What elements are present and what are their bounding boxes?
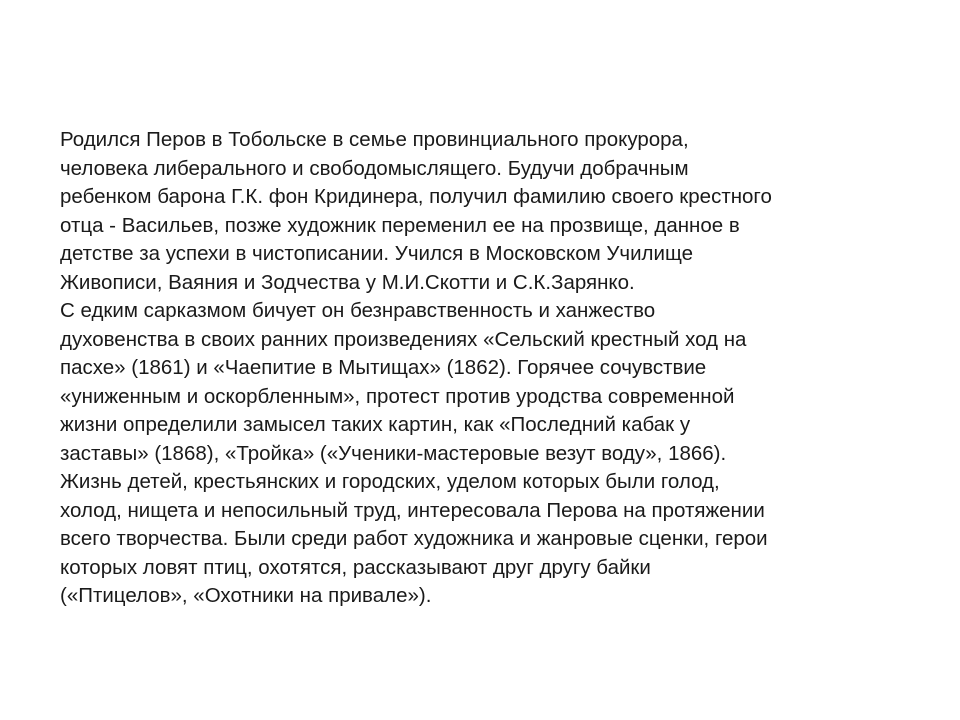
text-line: заставы» (1868), «Тройка» («Ученики-мастеровые везут воду», 1866). <box>60 441 727 465</box>
text-line: Родился Перов в Тобольске в семье провинциального прокурора, <box>60 128 689 151</box>
text-line: которых ловят птиц, охотятся, рассказывают друг другу байки <box>60 555 651 579</box>
text-line: пасхе» (1861) и «Чаепитие в Мытищах» (1862). Горячее сочувствие <box>60 356 707 379</box>
text-line: Жизнь детей, крестьянских и городских, уделом которых были голод, <box>60 470 720 493</box>
text-line: жизни определили замысел таких картин, как «Последний кабак у <box>60 413 691 436</box>
text-line: человека либерального и свободомыслящего. Будучи добрачным <box>60 156 689 180</box>
body-text <box>60 126 920 611</box>
text-line: всего творчества. Были среди работ художника и жанровые сценки, герои <box>60 527 768 550</box>
text-line: духовенства в своих ранних произведениях «Сельский крестный ход на <box>60 327 747 351</box>
text-line: («Птицелов», «Охотники на привале»). <box>60 584 432 607</box>
text-line: С едким сарказмом бичует он безнравственность и ханжество <box>60 299 656 322</box>
text-line: отца - Васильев, позже художник переменил ее на прозвище, данное в <box>60 213 740 237</box>
text-line: ребенком барона Г.К. фон Кридинера, получил фамилию своего крестного <box>60 185 772 208</box>
text-line: «униженным и оскорбленным», протест против уродства современной <box>60 384 735 408</box>
text-line: Живописи, Ваяния и Зодчества у М.И.Скотти и С.К.Зарянко. <box>60 270 635 294</box>
text-line: холод, нищета и непосильный труд, интересовала Перова на протяжении <box>60 498 765 522</box>
text-line: детстве за успехи в чистописании. Учился в Московском Училище <box>60 242 694 265</box>
